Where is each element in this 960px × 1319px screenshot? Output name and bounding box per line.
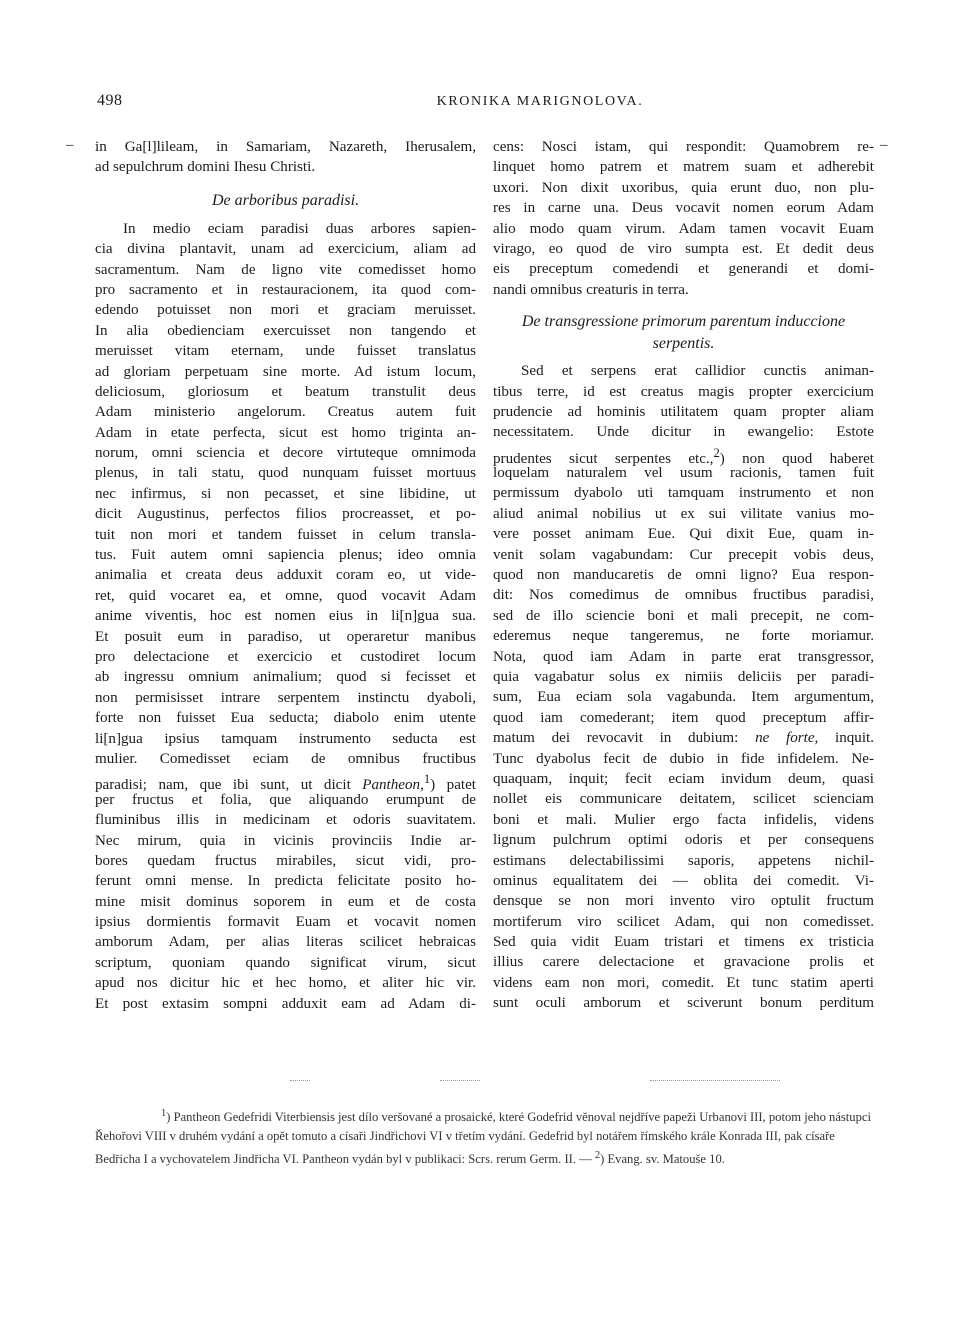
text-line: mine misit dominus soporem in eum et de costa xyxy=(95,893,476,910)
text-line: bores quedam fructus mirabiles, sicut vidi, pro- xyxy=(95,852,476,869)
text-line: aliud animal nobilius ut ex sui vilitate vanius mo- xyxy=(493,505,874,522)
right-top-lines xyxy=(493,137,874,300)
text-line: li[n]gua ipsius tamquam instrumento seducta est xyxy=(95,730,476,747)
text-line-pantheon: paradisi; nam, que ibi sunt, ut dicit Pantheon,$^1$) patet xyxy=(95,772,476,794)
text-line: Et posuit eum in paradiso, ut operaretur manibus xyxy=(95,628,476,645)
footnote-rule-2 xyxy=(440,1080,480,1081)
text-line: mulier. Comedisset eciam de omnibus fructibus xyxy=(95,750,476,767)
text-line: sum, Eua eciam sola vagabunda. Item argumentum, xyxy=(493,689,874,706)
text-line: loquelam naturalem vel usum racionis, tamen fuit xyxy=(493,465,874,482)
text-line: Nota, quod iam Adam in parte erat transgressor, xyxy=(493,648,874,665)
text-line: quaquam, inquit; fecit eciam invidum deum, quasi xyxy=(493,770,874,787)
text-line: ederemus neque tangeremus, ne forte moriamur. xyxy=(493,628,874,645)
text-line: estimans delectabilissimi saporis, appetens nichil- xyxy=(493,852,874,869)
text-line: videns eam non mori, comedit. Et tunc statim aperti xyxy=(493,974,874,991)
right-body-text-3 xyxy=(493,749,874,1014)
section-heading-transgressione: De transgressione primorum parentum induccione xyxy=(521,313,846,331)
running-title: KRONIKA MARIGNOLOVA. xyxy=(436,94,644,109)
right-body-text xyxy=(493,361,874,443)
footnotes xyxy=(95,1104,875,1169)
text-line: necessitatem. Unde dicitur in ewangelio: Estote xyxy=(493,424,874,441)
text-line: animalia et creata deus adduxit coram eo, ut vide- xyxy=(95,567,476,584)
text-line: tuit non mori et tandem fuisset in celum transla- xyxy=(95,526,476,543)
text-line: deliciosum, gloriosum et beatum transtulit deus xyxy=(95,383,476,400)
text-line: ipsius dormientis formavit Euam et vocavit nomen xyxy=(95,914,476,931)
text-line: dit: Nos comedimus de omnibus fructibus paradisi, xyxy=(493,587,874,604)
footnote-1-marker: 1 xyxy=(161,1108,167,1119)
right-column xyxy=(493,137,874,1014)
text-line: dicit Augustinus, perfectos filios procreasset, et po- xyxy=(95,506,476,523)
text-line: ad sepulchrum domini Ihesu Christi. xyxy=(95,159,316,176)
text-line: sacramentum. Nam de ligno vite comedisset homo xyxy=(95,261,476,278)
text-line: quod non manducaretis de omni ligno? Eua respon- xyxy=(493,567,874,584)
margin-mark-right: – xyxy=(880,137,888,153)
text-line: tibus terre, id est creatus magis propter exercicium xyxy=(493,383,874,400)
text-line: per fructus et folia, que aliquando erumpunt de xyxy=(95,791,476,808)
text-line: pro sacramento et in restauracionem, ita quod com- xyxy=(95,281,476,298)
text-line: non permisisset intrare serpentem instinctu dyaboli, xyxy=(95,689,476,706)
text-line: Tunc dyabolus fecit de dubio in fide infidelem. Ne- xyxy=(493,750,874,767)
text-line: illius carere delectacione et gravacione prolis et xyxy=(493,954,874,971)
footnote-rule-3 xyxy=(650,1080,780,1081)
text-line: meruisset vitam eternam, unde fuisset translatus xyxy=(95,343,476,360)
left-top-lines xyxy=(95,137,476,178)
text-line: ominus equalitatem dei — oblita dei comedit. Vi- xyxy=(493,872,874,889)
text-line: In medio eciam paradisi duas arbores sapien- xyxy=(123,220,476,237)
text-line: venit solam vagabundam: Cur precepit vobis deus, xyxy=(493,546,874,563)
text-line: boni et mali. Mulier ergo facta infidelis, videns xyxy=(493,811,874,828)
text-line: permissum dyabolo uti tamquam instrumento et non xyxy=(493,485,874,502)
text-line: apud nos dicitur hic et hec homo, et aliter hic vir. xyxy=(95,975,476,992)
text-line-note2: prudentes sicut serpentes etc.,$^2$) non quod haberet xyxy=(493,445,875,467)
text-line: Et post extasim sompni adduxit eam ad Adam di- xyxy=(95,995,476,1012)
text-line: Sed et serpens erat callidior cunctis animan- xyxy=(521,363,874,380)
text-line: cens: Nosci istam, qui respondit: Quamobrem re- xyxy=(493,139,874,155)
text-line: ferunt omni mense. In predicta felicitate posito ho- xyxy=(95,873,476,890)
text-line: Adam in etate perfecta, sicut est homo triginta an- xyxy=(95,424,476,441)
page-number: 498 xyxy=(97,92,123,109)
text-line: virago, eo quod de viro sumpta est. Et dedit deus xyxy=(493,240,874,257)
text-line: norum, omni sciencia et decore virtuteque omnimoda xyxy=(95,445,476,462)
section-heading-transgressione-cont: serpentis. xyxy=(652,335,715,353)
text-line: mortiferum viro scilicet Adam, qui non comedisset. xyxy=(493,913,874,930)
text-line: cia divina plantavit, unam ad exercicium, aliam ad xyxy=(95,241,476,258)
text-line: in Ga[l]lileam, in Samariam, Nazareth, Iherusalem, xyxy=(95,139,476,155)
text-line: vere posset animam Eue. Qui dixit Eue, quam in- xyxy=(493,526,874,543)
text-line: densque se non mori invento viro optulit fructum xyxy=(493,893,874,910)
text-line: ab ingressu omnium animalium; quod si fecisset et xyxy=(95,669,476,686)
text-line: Nec mirum, quia in vicinis provinciis Indie ar- xyxy=(95,832,476,849)
text-line: forte non fuisset Eua seducta; diabolo enim utente xyxy=(95,710,476,727)
text-line: uxori. Non dixit uxoribus, quia erunt duo, non plu- xyxy=(493,179,874,196)
footnote-ref-1[interactable]: 1 xyxy=(423,772,431,787)
text-line: pro delectacione et exercicio et custodiret locum xyxy=(95,648,476,665)
footnote-rule-1 xyxy=(290,1080,310,1081)
text-line: alio modo quam virum. Adam tamen vocavit Euam xyxy=(493,220,874,237)
section-heading-arboribus: De arboribus paradisi. xyxy=(211,191,360,209)
text-line: edendo potuisset non mori et graciam meruisset. xyxy=(95,302,476,319)
text-line: quod iam comederant; item quod preceptum affir- xyxy=(493,709,874,726)
text-line-ne-forte: matum dei revocavit in dubium: ne forte, inquit. xyxy=(493,730,874,747)
text-line: Adam ministerio angelorum. Creatus autem fuit xyxy=(95,404,476,421)
left-body-text xyxy=(95,219,476,770)
footnote-ref-2[interactable]: 2 xyxy=(713,445,720,460)
text-line: quia vagabatur solus ex nimiis deliciis per paradi- xyxy=(493,668,874,685)
text-line: anime viventis, hoc est nomen eius in li[n]gua sua. xyxy=(95,608,476,625)
text-line: ret, quid vocaret ea, et omne, quod vocavit Adam xyxy=(95,587,476,604)
text-line: prudencie ad hominis utilitatem quam propter aliam xyxy=(493,403,874,420)
text-line: ad gloriam perpetuam sine morte. Ad istum locum, xyxy=(95,363,476,380)
footnote-2-text: ) Evang. sv. Matouše 10. xyxy=(600,1152,725,1167)
text-line: fluminibus illis in medicinam et odoris suavitatem. xyxy=(95,812,476,829)
left-body-text-2 xyxy=(95,790,476,1014)
text-line: tus. Fuit autem omni sapiencia plenus; ideo omnia xyxy=(95,547,476,564)
left-column xyxy=(95,137,476,1014)
text-line: scriptum, quoniam quando significat virum, sicut xyxy=(95,954,476,971)
text-line: Sed quia vidit Euam tristari et timens ex tristicia xyxy=(493,934,874,951)
text-line: linquet homo patrem et matrem suam et adherebit xyxy=(493,159,874,176)
text-line: lignum pulchrum optimi odoris et per consequens xyxy=(493,832,874,849)
footnote-1-text: ) Pantheon Gedefridi Viterbiensis jest dílo veršované a prosaické, které Godefrid věnoval nejdříve papeži Urbanovi III, potom jeho nástupci Řehořovi VIII v druhém vydání a opět tomuto a císaři Jindřichovi VI v třetím vydání. Gedefrid byl notářem římského krále Konrada III, pak císaře Bedřicha I a vychovatelem Jindřicha VI. Pantheon vydán byl v publikaci: Scrs. rerum Germ. II. — xyxy=(95,1110,871,1167)
text-line: In alia obedienciam exercuisset non tangendo et xyxy=(95,322,476,339)
text-line: eis preceptum comedendi et generandi et domi- xyxy=(493,261,874,278)
text-line: sunt oculi amborum et sciverunt bonum perditum xyxy=(493,995,874,1012)
text-line: sed de illo sciencie boni et mali precepit, ne com- xyxy=(493,607,874,624)
text-line: nollet eis communicare deitatem, scilicet scienciam xyxy=(493,791,874,808)
page-header xyxy=(0,92,960,116)
footnote-2-marker: 2 xyxy=(594,1150,601,1162)
text-line: res in carne una. Deus vocavit nomen eorum Adam xyxy=(493,200,874,217)
margin-mark-left: – xyxy=(66,137,74,153)
text-line: nec infirmus, si non pecasset, et sine libidine, ut xyxy=(95,485,476,502)
text-line: nandi omnibus creaturis in terra. xyxy=(493,281,689,298)
text-line: amborum Adam, per alias literas scilicet hebraicas xyxy=(95,934,476,951)
text-line: plenus, in tali statu, quod nunquam fuisset mortuus xyxy=(95,465,476,482)
right-body-text-2 xyxy=(493,463,874,728)
